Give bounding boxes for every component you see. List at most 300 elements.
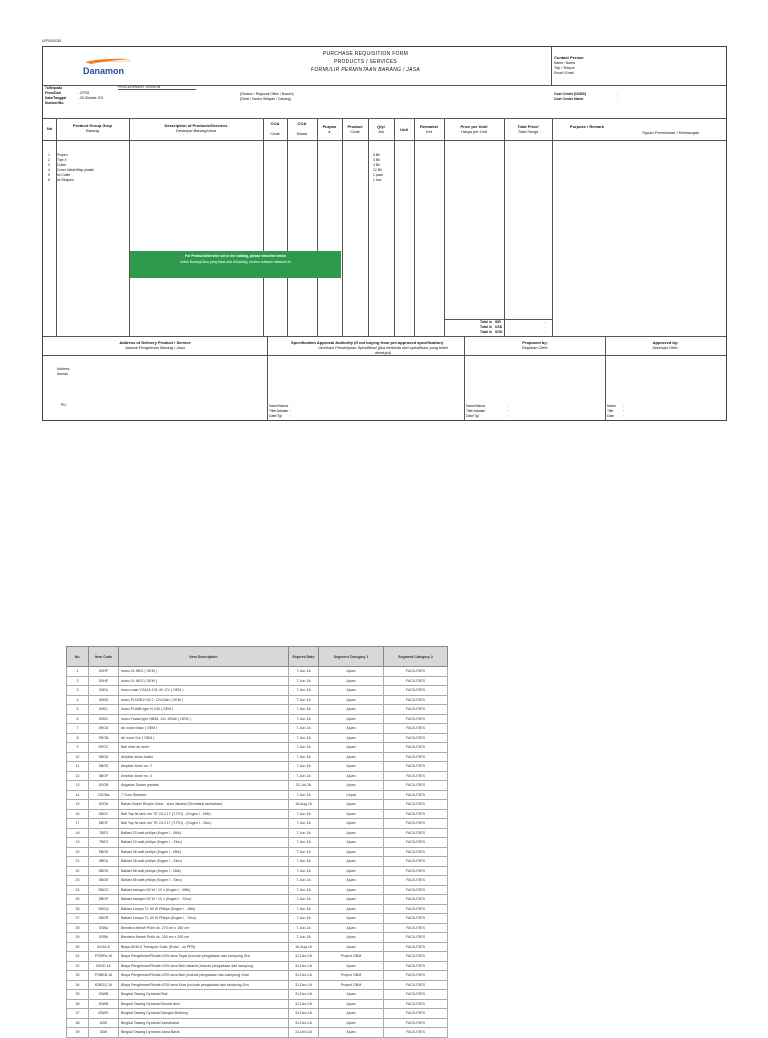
catalog-cell-seg2: FACILITIES (384, 952, 448, 962)
col-group: Product Group Grup (73, 123, 112, 128)
table-row (67, 971, 448, 981)
catalog-cell-seg1: Ajuan (319, 1028, 384, 1038)
table-row (67, 933, 448, 943)
catalog-cell-desc: Bingkai Tasang Dynamid Bangka Belitung (119, 1009, 289, 1019)
catalog-cell-seg2: FACILITIES (384, 885, 448, 895)
form-item-6-name[interactable]: Isi Straples (57, 178, 74, 182)
catalog-cell-code: 5BGC (89, 809, 119, 819)
catalog-cell-no: 21 (67, 857, 89, 867)
catalog-cell-no: 2 (67, 676, 89, 686)
catalog-cell-no: 9 (67, 743, 89, 753)
total-sgd-label: Total in (480, 330, 492, 334)
catalog-cell-expired: 7-Jun-16 (289, 667, 319, 677)
catalog-cell-expired: 7-Jun-16 (289, 866, 319, 876)
col-group-id: Barang (86, 128, 99, 133)
catalog-cell-desc: Biaya Pengiriman/Pindah ATM area Bali (Include pengadaan dan kampung Gran (119, 971, 289, 981)
catalog-cell-no: 34 (67, 980, 89, 990)
catalog-cell-desc: Air zona Sur ( OEM ) (119, 733, 289, 743)
catalog-cell-expired: 31-Dec-16 (289, 999, 319, 1009)
catalog-cell-no: 12 (67, 771, 89, 781)
catalog-cell-desc: Ballast 58 watt philips (Kogen I - Sinu) (119, 876, 289, 886)
catalog-cell-expired: 7-Jun-16 (289, 790, 319, 800)
catalog-cell-no: 24 (67, 885, 89, 895)
catalog-cell-no: 18 (67, 828, 89, 838)
catalog-cell-seg1: Ajuan (319, 800, 384, 810)
catalog-cell-desc: Ballast halogen 50 W / 12 v (Kogen I - Milk) (119, 885, 289, 895)
table-row (67, 714, 448, 724)
address-title: Address of Delivery Product / Service (119, 340, 191, 345)
table-row (67, 838, 448, 848)
catalog-cell-desc: Isosu 01 NBG ( OEM ) (119, 667, 289, 677)
catalog-cell-no: 7 (67, 724, 89, 734)
col-qty-sub: Jml (377, 129, 385, 134)
catalog-cell-code: 5BGF (89, 771, 119, 781)
table-row (67, 1018, 448, 1028)
catalog-cell-desc: Bendera Merah Putih uk. 300 cm x 200 cm (119, 933, 289, 943)
catalog-cell-code: 6XGB (89, 781, 119, 791)
col-desc: Description of Products/Services (164, 123, 228, 128)
catalog-cell-no: 19 (67, 838, 89, 848)
total-usd-cur: USD (495, 325, 503, 329)
catalog-cell-code: 50KB (89, 695, 119, 705)
catalog-cell-seg1: Ajuan (319, 752, 384, 762)
catalog-cell-desc: Bali Tap fix tank mtr TE 2/12.17 (TJTO) - (Kogen I - Milk) (119, 809, 289, 819)
catalog-cell-no: 22 (67, 866, 89, 876)
catalog-cell-seg2: FACILITIES (384, 800, 448, 810)
table-row (67, 990, 448, 1000)
table-row (67, 885, 448, 895)
catalog-cell-seg2: FACILITIES (384, 866, 448, 876)
catalog-cell-expired: 7-Jun-16 (289, 695, 319, 705)
table-row (67, 762, 448, 772)
catalog-cell-seg2: FACILITIES (384, 724, 448, 734)
catalog-cell-seg1: Ajuan (319, 743, 384, 753)
catalog-cell-seg2: FACILITIES (384, 828, 448, 838)
catalog-cell-expired: 31-Dec-16 (289, 952, 319, 962)
catalog-cell-expired: 7-Jun-16 (289, 828, 319, 838)
catalog-cell-seg1: Ajuan (319, 667, 384, 677)
to-value[interactable]: PROCUREMENT DIVISION (118, 85, 196, 90)
proposed-name-label: Name/Nama (466, 404, 486, 408)
approved-title: Approved by: (652, 340, 679, 345)
catalog-cell-code: 63GD.16 (89, 961, 119, 971)
catalog-cell-seg1: Ajuan (319, 695, 384, 705)
catalog-header-seg1: Segment Category 1 (319, 647, 384, 667)
catalog-cell-no: 33 (67, 971, 89, 981)
table-row (67, 857, 448, 867)
catalog-cell-seg2: FACILITIES (384, 895, 448, 905)
approved-name-colon: : (623, 404, 624, 408)
table-row (67, 961, 448, 971)
purchase-requisition-form (42, 46, 727, 421)
catalog-cell-seg2: FACILITIES (384, 1009, 448, 1019)
catalog-cell-seg2: FACILITIES (384, 819, 448, 829)
catalog-cell-seg1: Ajuan (319, 771, 384, 781)
catalog-cell-seg1: Ajuan (319, 676, 384, 686)
division-label-id: (Divisi / Kantor Wilayah / Cabang) (240, 97, 291, 101)
catalog-cell-no: 17 (67, 819, 89, 829)
col-remarks-sub: Ket (425, 129, 432, 134)
catalog-cell-code: 5BGQ (89, 904, 119, 914)
brand-name: Danamon (83, 66, 125, 76)
catalog-cell-expired: 31-Dec-16 (289, 1028, 319, 1038)
catalog-cell-seg1: Ajuan (319, 895, 384, 905)
catalog-cell-desc: Ballast halogen 50 W / 12 v (Kogen I - Sinu) (119, 895, 289, 905)
catalog-cell-expired: 16-Aug-16 (289, 942, 319, 952)
catalog-cell-desc: Isosu 01 NEG ( OEM ) (119, 676, 289, 686)
catalog-cell-seg2: FACILITIES (384, 762, 448, 772)
total-idr-val: - (545, 320, 547, 324)
catalog-cell-code: C5CNa (89, 790, 119, 800)
catalog-cell-seg2: FACILITIES (384, 847, 448, 857)
catalog-cell-seg2: FACILITIES (384, 904, 448, 914)
form-item-3-no: 3 (48, 163, 50, 167)
address-title-id: Alamat Pengiriman Barang / Jasa (125, 345, 185, 350)
table-row (67, 733, 448, 743)
form-item-1-name[interactable]: Pulpen (57, 153, 68, 157)
catalog-cell-seg2: FACILITIES (384, 876, 448, 886)
catalog-cell-no: 37 (67, 1009, 89, 1019)
total-usd-label: Total in (480, 325, 492, 329)
col-price-sub: Harga per Unit (460, 129, 487, 134)
col-coa-name-sub: Name (296, 131, 308, 136)
catalog-cell-seg2: FACILITIES (384, 771, 448, 781)
spec-title-label: Title/Jabatan (269, 409, 289, 413)
proposed-title-id: Diajukan Oleh: (521, 345, 549, 350)
catalog-cell-desc: Ampitar down no. 2 (119, 762, 289, 772)
table-row (67, 771, 448, 781)
spec-date-label: Date/Tgl (269, 414, 282, 418)
cost-center-name-colon: : (617, 97, 618, 101)
spec-name-label: Name/Nama (269, 404, 289, 408)
catalog-cell-seg1: Ajuan (319, 847, 384, 857)
catalog-cell-desc: Ballast Lampu TL 40 W Philips (Kogen I - Milk) (119, 904, 289, 914)
catalog-cell-no: 35 (67, 990, 89, 1000)
table-row (67, 781, 448, 791)
col-qty: Qty/ (377, 124, 385, 129)
catalog-cell-seg1: Ajuan (319, 714, 384, 724)
col-coa-code: COA (270, 121, 280, 126)
catalog-note-id: Untuk Barang/Jasa yang tidak ada di katalog, mohon nuliskan dibawah ini (180, 260, 291, 264)
catalog-cell-desc: Angadar Dalam panake (119, 781, 289, 791)
catalog-cell-expired: 31-Dec-16 (289, 1009, 319, 1019)
catalog-cell-seg2: FACILITIES (384, 980, 448, 990)
catalog-cell-desc: Isosu PLN3B.H 92.2, 12v10ah ( OEM ) (119, 695, 289, 705)
catalog-cell-desc: Ballast 20 watt philips (Kogen I - Sinu) (119, 838, 289, 848)
catalog-cell-seg2: FACILITIES (384, 923, 448, 933)
catalog-cell-no: 27 (67, 914, 89, 924)
catalog-cell-desc: Bingkai Tasang Dynamid Bali (119, 990, 289, 1000)
form-item-2-qty[interactable]: 3 Bh (373, 158, 380, 162)
form-item-1-no: 1 (48, 153, 50, 157)
catalog-cell-code: 5BGP (89, 895, 119, 905)
catalog-cell-no: 30 (67, 942, 89, 952)
catalog-cell-seg1: Ajuan (319, 762, 384, 772)
catalog-cell-seg1: Cepat (319, 790, 384, 800)
form-item-3-name[interactable]: Cutter (57, 163, 67, 167)
spec-title-id: Otorisasi Persetujuan Spesifikasi (jika berbeda dari spesifikasi yang telah disetujui) (318, 345, 448, 355)
spec-title: Specification Approval Authority (if not buying from pre-approved specification) (291, 340, 443, 345)
form-item-3-qty[interactable]: 4 Bh (373, 163, 380, 167)
catalog-cell-no: 15 (67, 800, 89, 810)
catalog-cell-code: 50KD (89, 714, 119, 724)
proposed-date-colon: : (508, 414, 509, 418)
catalog-cell-desc: Biaya ADM & Transport Solar (Road - no PPN) (119, 942, 289, 952)
catalog-cell-code: 50HE (89, 676, 119, 686)
form-title-3: FORMULIR PERMINTAAN BARANG / JASA (311, 67, 420, 73)
form-title-2: PRODUCTS / SERVICES (333, 59, 398, 65)
catalog-cell-desc: Ballast 36 watt philips (Kogen I - Milk) (119, 847, 289, 857)
proposed-title-label: Title/Jabatan (466, 409, 486, 413)
catalog-cell-no: 32 (67, 961, 89, 971)
catalog-cell-expired: 7-Jun-16 (289, 847, 319, 857)
catalog-cell-code: 6XGA.5 (89, 942, 119, 952)
catalog-cell-seg2: FACILITIES (384, 961, 448, 971)
catalog-cell-code: 5SBa (89, 923, 119, 933)
catalog-cell-seg2: FACILITIES (384, 914, 448, 924)
catalog-cell-no: 39 (67, 1028, 89, 1038)
form-item-2-name[interactable]: Tipe X (57, 158, 67, 162)
catalog-cell-code: 7BE3 (89, 828, 119, 838)
catalog-cell-expired: 7-Jun-16 (289, 752, 319, 762)
col-remarks: Remarks/ (419, 124, 438, 129)
catalog-cell-expired: 7-Jun-16 (289, 857, 319, 867)
catalog-cell-seg1: Project OBM (319, 971, 384, 981)
catalog-cell-code: 7BE3 (89, 838, 119, 848)
form-item-6-qty[interactable]: 1 dus (373, 178, 382, 182)
catalog-cell-no: 36 (67, 999, 89, 1009)
form-item-1-qty[interactable]: 6 Bh (373, 153, 380, 157)
approved-title-id: Disetujui Oleh: (652, 345, 679, 350)
cost-center-name-label: Cost Center Name (554, 97, 584, 101)
table-row (67, 752, 448, 762)
catalog-cell-seg1: Project OBM (319, 952, 384, 962)
col-purpose-b: e (328, 129, 331, 134)
catalog-cell-code: 5RGA (89, 724, 119, 734)
catalog-cell-expired: 31-Dec-16 (289, 990, 319, 1000)
catalog-cell-no: 1 (67, 667, 89, 677)
catalog-cell-code: 63W (89, 1018, 119, 1028)
catalog-cell-no: 16 (67, 809, 89, 819)
catalog-cell-code: 63W (89, 1028, 119, 1038)
doc-code: UFR03/2015 (42, 39, 62, 43)
to-sep: : (78, 86, 79, 90)
proposed-title-colon: : (508, 409, 509, 413)
catalog-cell-expired: 31-Dec-16 (289, 961, 319, 971)
total-sgd-cur: SGD (495, 330, 503, 334)
col-purpose-remark: Purpose / Remark (569, 124, 604, 129)
table-row (67, 667, 448, 677)
form-item-5-name[interactable]: Isi Cutter (57, 173, 71, 177)
approved-title-colon: : (623, 409, 624, 413)
catalog-cell-seg2: FACILITIES (384, 752, 448, 762)
table-row (67, 866, 448, 876)
col-product-sub: Code (350, 129, 360, 134)
form-item-4-name[interactable]: Cover Halde/Map plastik (57, 168, 94, 172)
contact-person-label: Contact Person (554, 55, 584, 60)
catalog-header-seg2: Segment Category 2 (384, 647, 448, 667)
catalog-cell-desc: Isosu PL56B type N 240 ( OEM ) (119, 705, 289, 715)
catalog-cell-seg2: FACILITIES (384, 714, 448, 724)
spec-date-colon: : (290, 414, 291, 418)
catalog-cell-seg1: Ajuan (319, 933, 384, 943)
catalog-cell-seg2: FACILITIES (384, 999, 448, 1009)
col-purpose-remark-id: Tujuan Permintaan / Keterangan (641, 130, 700, 135)
table-row (67, 828, 448, 838)
catalog-cell-expired: 31-Dec-16 (289, 1018, 319, 1028)
col-price: Price per Unit/ (460, 124, 488, 129)
proposed-date-label: Date/Tgl (466, 414, 479, 418)
catalog-cell-no: 14 (67, 790, 89, 800)
table-row (67, 800, 448, 810)
catalog-cell-seg1: Ajuan (319, 819, 384, 829)
catalog-note-en: For Products/Service not in the catalog, please describe below (185, 254, 286, 258)
catalog-cell-desc: Ballast 36 watt philips (Kogen I - Sinu) (119, 857, 289, 867)
catalog-cell-expired: 7-Jun-16 (289, 714, 319, 724)
spec-title-colon: : (290, 409, 291, 413)
col-coa-name: COA (297, 121, 307, 126)
catalog-cell-expired: 7-Jun-16 (289, 914, 319, 924)
table-row (67, 904, 448, 914)
catalog-cell-code: 50EA (89, 686, 119, 696)
table-row (67, 952, 448, 962)
catalog-cell-desc: Bali Tap fix tank mtr TE 2/12.17 (TJTO) - (Kogen I - Sinu) (119, 819, 289, 829)
catalog-cell-expired: 31-Jul-16 (289, 781, 319, 791)
catalog-cell-code: PGBPa.16 (89, 952, 119, 962)
contact-telp-label: Telp / Telepon (554, 66, 575, 70)
catalog-cell-seg1: Ajuan (319, 1018, 384, 1028)
catalog-cell-desc: Isosu Yuasa type NB45, 12v 100ah ( OEM ) (119, 714, 289, 724)
catalog-cell-no: 8 (67, 733, 89, 743)
total-sgd-val: - (545, 330, 547, 334)
catalog-cell-seg2: FACILITIES (384, 686, 448, 696)
table-row (67, 1028, 448, 1038)
address-label-id: Alamat (57, 372, 68, 376)
catalog-cell-seg1: Project OBM (319, 980, 384, 990)
catalog-cell-desc: Biaya Pengiriman/Pindah ATM area Tegal (Include pengadaan dan kampung Gra (119, 952, 289, 962)
proposed-name-colon: : (508, 404, 509, 408)
col-product: Product (347, 124, 363, 129)
catalog-cell-seg1: Ajuan (319, 990, 384, 1000)
catalog-cell-code: 63WB (89, 990, 119, 1000)
catalog-cell-expired: 31-Dec-16 (289, 980, 319, 990)
col-no: No (46, 126, 53, 131)
pic-label: PIC (61, 403, 67, 407)
catalog-cell-seg2: FACILITIES (384, 809, 448, 819)
catalog-cell-seg1: Ajuan (319, 923, 384, 933)
to-label: To/Kepada (45, 86, 63, 90)
catalog-cell-seg1: Ajuan (319, 781, 384, 791)
catalog-cell-seg1: Ajuan (319, 999, 384, 1009)
catalog-cell-expired: 7-Jun-16 (289, 933, 319, 943)
col-total: Total Price/ (517, 124, 539, 129)
catalog-cell-desc: Ballast Lampu TL 40 W Philips (Kogen I - Sinu) (119, 914, 289, 924)
catalog-cell-expired: 7-Jun-16 (289, 733, 319, 743)
date-label: Date/Tanggal (45, 96, 67, 100)
catalog-cell-seg2: FACILITIES (384, 743, 448, 753)
col-desc-id: Deskripsi Barang/Jasa (175, 128, 217, 133)
catalog-cell-desc: Ball olive air amin (119, 743, 289, 753)
catalog-cell-no: 38 (67, 1018, 89, 1028)
catalog-cell-expired: 7-Jun-16 (289, 705, 319, 715)
catalog-cell-seg1: Ajuan (319, 885, 384, 895)
catalog-cell-seg1: Ajuan (319, 705, 384, 715)
catalog-cell-seg2: FACILITIES (384, 971, 448, 981)
catalog-cell-seg2: FACILITIES (384, 790, 448, 800)
catalog-cell-code: 5BGF (89, 819, 119, 829)
catalog-cell-expired: 7-Jun-16 (289, 743, 319, 753)
catalog-cell-desc: Bingkai Tasang Dynamid Jamaliatrat (119, 1018, 289, 1028)
table-row (67, 819, 448, 829)
from-value[interactable]: : CPDS (78, 91, 90, 95)
catalog-cell-expired: 7-Jun-16 (289, 876, 319, 886)
catalog-cell-expired: 7-Jun-16 (289, 676, 319, 686)
catalog-cell-seg2: FACILITIES (384, 1018, 448, 1028)
cost-center-colon: : (617, 92, 618, 96)
catalog-cell-seg1: Ajuan (319, 866, 384, 876)
catalog-cell-code: 63WD (89, 1009, 119, 1019)
catalog-cell-seg1: Ajuan (319, 857, 384, 867)
catalog-cell-code: 5BGO (89, 885, 119, 895)
catalog-header-desc: Item Description (119, 647, 289, 667)
table-row (67, 980, 448, 990)
catalog-cell-desc: Air zona nidaz ( OEM ) (119, 724, 289, 734)
table-row (67, 724, 448, 734)
catalog-cell-seg2: FACILITIES (384, 1028, 448, 1038)
catalog-cell-no: 20 (67, 847, 89, 857)
catalog-cell-no: 23 (67, 876, 89, 886)
catalog-cell-no: 3 (67, 686, 89, 696)
form-item-2-no: 2 (48, 158, 50, 162)
number-sep[interactable]: : (78, 101, 79, 105)
catalog-cell-seg1: Ajuan (319, 724, 384, 734)
table-row (67, 686, 448, 696)
catalog-cell-code: 5SBb (89, 933, 119, 943)
catalog-cell-code: 5BGE (89, 762, 119, 772)
catalog-cell-desc: Ballast 20 watt philips (Kogen I - Milk) (119, 828, 289, 838)
catalog-cell-expired: 7-Jun-16 (289, 838, 319, 848)
form-item-5-qty[interactable]: 1 pack (373, 173, 383, 177)
catalog-cell-seg2: FACILITIES (384, 695, 448, 705)
date-value[interactable]: : 25 Oktober 201 (78, 96, 104, 100)
catalog-body (67, 667, 448, 1038)
table-row (67, 914, 448, 924)
form-item-5-no: 5 (48, 173, 50, 177)
catalog-cell-seg2: FACILITIES (384, 942, 448, 952)
catalog-cell-expired: 7-Jun-16 (289, 762, 319, 772)
catalog-header-no: No. (67, 647, 89, 667)
table-row (67, 942, 448, 952)
catalog-cell-no: 6 (67, 714, 89, 724)
catalog-cell-seg2: FACILITIES (384, 733, 448, 743)
form-item-4-qty[interactable]: 12 Bh (373, 168, 382, 172)
table-row (67, 676, 448, 686)
catalog-cell-code: 5BGD (89, 752, 119, 762)
catalog-cell-expired: 7-Jun-16 (289, 885, 319, 895)
catalog-cell-code: 50HP (89, 667, 119, 677)
table-row (67, 809, 448, 819)
catalog-cell-no: 26 (67, 904, 89, 914)
catalog-cell-expired: 16-Aug-16 (289, 800, 319, 810)
total-usd-val: - (545, 325, 547, 329)
catalog-cell-seg1: Ajuan (319, 733, 384, 743)
catalog-cell-desc: Bahan Baker Rimpin Solar - area Jakarta (Termasuk tambahan) (119, 800, 289, 810)
catalog-cell-code: PGBKB.16 (89, 971, 119, 981)
approved-date-colon: : (623, 414, 624, 418)
catalog-cell-desc: Isosu main YG41A 101 49 -CV ( OEM ) (119, 686, 289, 696)
catalog-cell-no: 10 (67, 752, 89, 762)
catalog-cell-expired: 7-Jun-16 (289, 819, 319, 829)
